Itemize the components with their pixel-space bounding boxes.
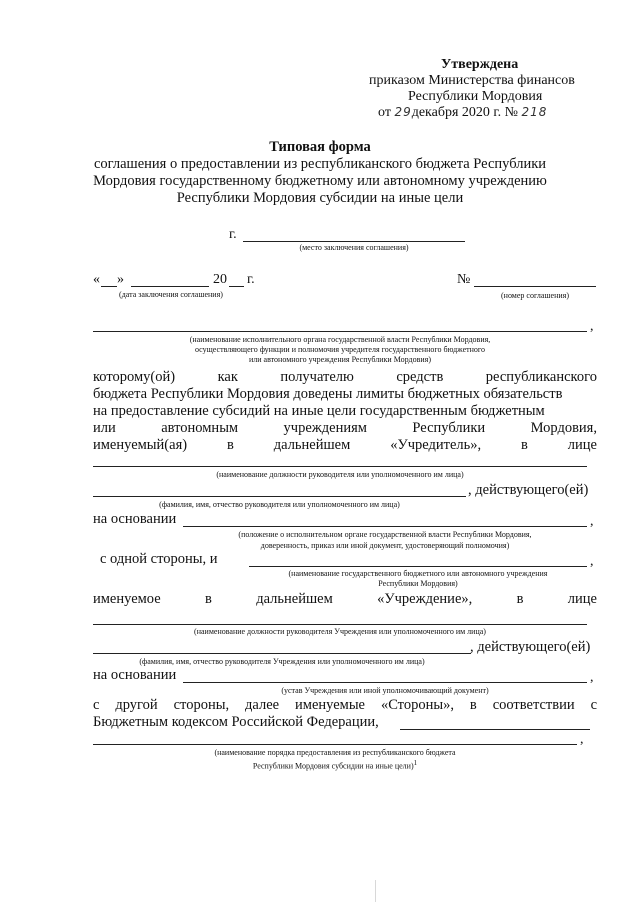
founder-basis-field[interactable] bbox=[183, 526, 587, 527]
authority-caption-2: осуществляющего функции и полномочия учредителя государственного бюджетного bbox=[194, 345, 486, 354]
closing-line1 bbox=[93, 697, 597, 714]
word: именуемый(ая) bbox=[93, 437, 188, 453]
procedure-comma: , bbox=[580, 732, 584, 747]
para1-line3: на предоставление субсидий на иные цели государственным бюджетным bbox=[93, 403, 545, 419]
institution-name-caption: (фамилия, имя, отчество руководителя Учреждения или уполномоченного им лица) bbox=[139, 657, 425, 666]
word: в bbox=[516, 591, 524, 607]
word: или bbox=[93, 420, 116, 436]
word: лице bbox=[567, 591, 597, 607]
year-prefix: 20 bbox=[213, 272, 227, 287]
procedure-field[interactable] bbox=[93, 744, 577, 745]
para1-line1 bbox=[93, 369, 597, 386]
word: лице bbox=[567, 437, 597, 453]
form-subtitle-line1: соглашения о предоставлении из республиканского бюджета Республики bbox=[93, 156, 547, 172]
word: средств bbox=[396, 369, 444, 385]
founder-basis-caption-1: (положение о исполнительном органе государственной власти Республики Мордовия, bbox=[238, 530, 532, 539]
institution-position-caption: (наименование должности руководителя Учреждения или уполномоченного им лица) bbox=[194, 627, 486, 636]
institution-named-line bbox=[93, 591, 597, 608]
word: именуемое bbox=[93, 591, 161, 607]
institution-field[interactable] bbox=[249, 566, 587, 567]
authority-caption-3: или автономного учреждения Республики Мордовия) bbox=[248, 355, 431, 364]
form-title: Типовая форма bbox=[269, 139, 371, 155]
institution-name-field[interactable] bbox=[93, 653, 471, 654]
date-prefix: от bbox=[378, 105, 391, 120]
one-side-text: с одной стороны, и bbox=[100, 551, 218, 567]
word: именуемые bbox=[295, 697, 365, 713]
authority-field[interactable] bbox=[93, 331, 587, 332]
founder-name-field[interactable] bbox=[93, 496, 466, 497]
number-sign: № bbox=[457, 272, 471, 287]
closing-inline-field[interactable] bbox=[400, 729, 590, 730]
word: «Стороны», bbox=[380, 697, 454, 713]
year-field[interactable] bbox=[229, 286, 244, 287]
para1-line4 bbox=[93, 420, 597, 437]
institution-basis-caption: (устав Учреждения или иной уполномочивающий документ) bbox=[281, 686, 489, 695]
word: дальнейшем bbox=[256, 591, 333, 607]
procedure-caption-1: (наименование порядка предоставления из республиканского бюджета bbox=[214, 748, 456, 757]
approval-title: Утверждена bbox=[441, 57, 519, 72]
word: «Учредитель», bbox=[390, 437, 482, 453]
word: далее bbox=[245, 697, 280, 713]
word: с bbox=[93, 697, 100, 713]
approval-date bbox=[378, 104, 547, 121]
word: в bbox=[226, 437, 234, 453]
word: соответствии bbox=[492, 697, 575, 713]
handwritten-number: 218 bbox=[521, 105, 548, 119]
scan-mark bbox=[375, 880, 376, 902]
year-suffix: г. bbox=[247, 272, 255, 287]
place-prefix: г. bbox=[229, 227, 237, 242]
approval-line2: Республики Мордовия bbox=[408, 89, 543, 104]
form-subtitle-line3: Республики Мордовия субсидии на иные цели bbox=[176, 190, 464, 206]
month-field[interactable] bbox=[131, 286, 209, 287]
institution-basis-comma: , bbox=[590, 670, 594, 685]
institution-comma: , bbox=[590, 554, 594, 569]
date-caption: (дата заключения соглашения) bbox=[119, 290, 223, 299]
institution-basis-label: на основании bbox=[93, 667, 177, 683]
number-field[interactable] bbox=[474, 286, 596, 287]
approval-line1: приказом Министерства финансов bbox=[369, 73, 575, 88]
para1-line2: бюджета Республики Мордовия доведены лимиты бюджетных обязательств bbox=[93, 386, 563, 402]
footnote-marker: 1 bbox=[413, 759, 418, 767]
place-caption: (место заключения соглашения) bbox=[299, 243, 409, 252]
word: автономным bbox=[161, 420, 239, 436]
place-field[interactable] bbox=[243, 241, 465, 242]
form-subtitle-line2: Мордовия государственному бюджетному или автономному учреждению bbox=[93, 173, 547, 189]
word: Республики bbox=[412, 420, 486, 436]
word: другой bbox=[115, 697, 158, 713]
founder-basis-comma: , bbox=[590, 514, 594, 529]
word: республиканского bbox=[485, 369, 597, 385]
quote-close: » bbox=[117, 272, 124, 287]
authority-caption-1: (наименование исполнительного органа государственной власти Республики Мордовия, bbox=[189, 335, 491, 344]
founder-name-caption: (фамилия, имя, отчество руководителя или уполномоченного им лица) bbox=[159, 500, 400, 509]
handwritten-day: 29 bbox=[394, 105, 412, 119]
institution-position-field[interactable] bbox=[93, 624, 587, 625]
founder-position-caption: (наименование должности руководителя или уполномоченного им лица) bbox=[216, 470, 464, 479]
number-caption: (номер соглашения) bbox=[501, 291, 569, 300]
word: «Учреждение», bbox=[377, 591, 473, 607]
founder-position-field[interactable] bbox=[93, 466, 587, 467]
word: учреждениям bbox=[283, 420, 367, 436]
procedure-caption-2-text: Республики Мордовия субсидии на иные цели) bbox=[252, 761, 414, 771]
word: стороны, bbox=[173, 697, 230, 713]
closing-line2: Бюджетным кодексом Российской Федерации, bbox=[93, 714, 379, 730]
word: как bbox=[217, 369, 238, 385]
institution-caption-1: (наименование государственного бюджетного или автономного учреждения bbox=[288, 569, 548, 578]
founder-acting: , действующего(ей) bbox=[468, 482, 589, 498]
word: в bbox=[469, 697, 477, 713]
word: которому(ой) bbox=[93, 369, 176, 385]
word: в bbox=[205, 591, 212, 607]
procedure-caption-2 bbox=[93, 758, 577, 772]
institution-caption-2: Республики Мордовия) bbox=[378, 579, 458, 588]
word: с bbox=[590, 697, 597, 713]
para1-line5 bbox=[93, 437, 597, 454]
founder-basis-caption-2: доверенность, приказ или иной документ, удостоверяющий полномочия) bbox=[260, 541, 510, 550]
word: Мордовия, bbox=[530, 420, 597, 436]
institution-acting: , действующего(ей) bbox=[470, 639, 591, 655]
quote-open: « bbox=[93, 272, 100, 287]
word: получателю bbox=[280, 369, 354, 385]
date-text: декабря 2020 г. № bbox=[411, 105, 518, 120]
institution-basis-field[interactable] bbox=[183, 682, 587, 683]
word: в bbox=[521, 437, 528, 453]
day-field[interactable] bbox=[101, 286, 117, 287]
founder-basis-label: на основании bbox=[93, 511, 177, 527]
word: дальнейшем bbox=[273, 437, 351, 453]
authority-comma: , bbox=[590, 319, 594, 334]
